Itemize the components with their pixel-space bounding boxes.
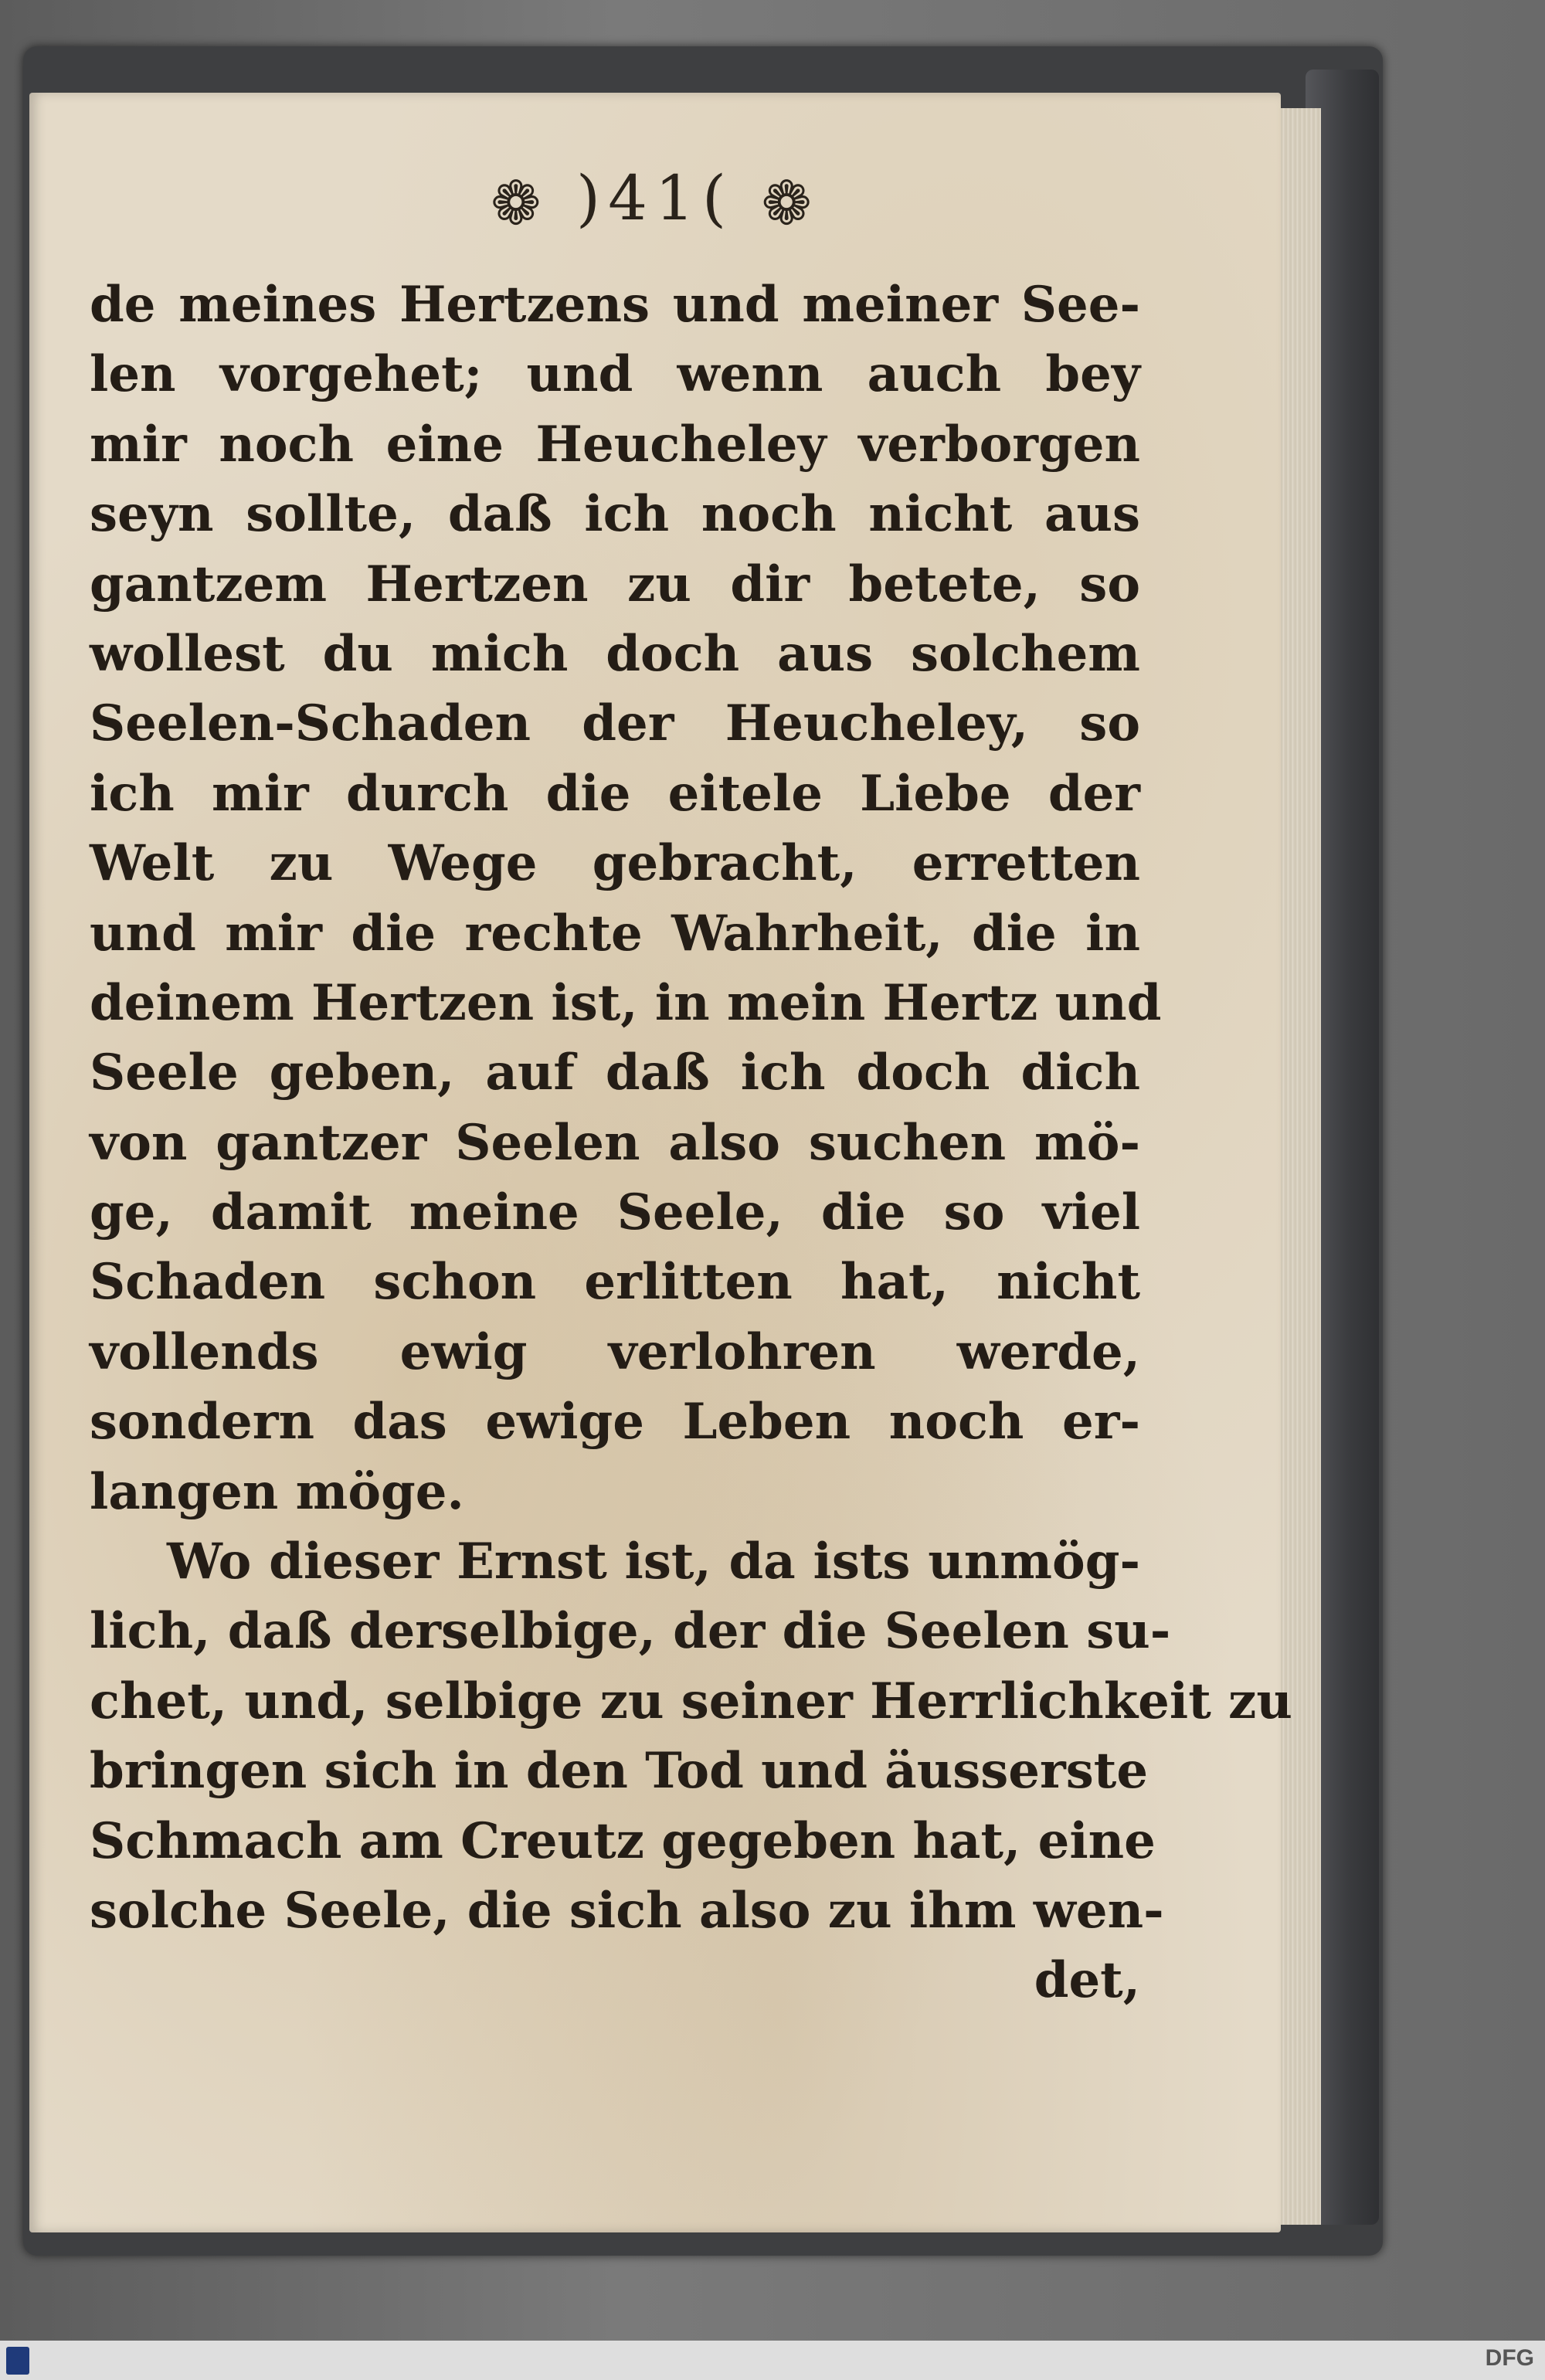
text-line: de meines Hertzens und meiner See- — [90, 276, 1140, 334]
flower-ornament-icon: ❁ — [761, 169, 820, 239]
text-line: vollends ewig verlohren werde, — [90, 1322, 1140, 1381]
text-line: lich, daß derselbige, der die Seelen su- — [90, 1602, 1171, 1661]
text-line: mir noch eine Heucheley verborgen — [90, 415, 1140, 474]
viewer-footer-bar — [0, 2341, 1545, 2380]
text-line: Schmach am Creutz gegeben hat, eine — [90, 1811, 1156, 1870]
library-logo-icon — [6, 2347, 29, 2375]
text-line: und mir die rechte Wahrheit, die in — [90, 904, 1140, 963]
text-line: sondern das ewige Leben noch er- — [90, 1393, 1140, 1451]
page-body-text — [90, 270, 1292, 2016]
text-line: Seele geben, auf daß ich doch dich — [90, 1044, 1140, 1102]
page-header — [29, 162, 1281, 239]
text-line: ge, damit meine Seele, die so viel — [90, 1183, 1140, 1242]
text-line: deinem Hertzen ist, in mein Hertz und — [90, 973, 1162, 1032]
text-line: solche Seele, die sich also zu ihm wen- — [90, 1881, 1164, 1940]
text-line: ich mir durch die eitele Liebe der — [90, 764, 1140, 823]
text-line: Schaden schon erlitten hat, nicht — [90, 1253, 1140, 1312]
dfg-logo: DFG — [1485, 2345, 1534, 2371]
text-line: bringen sich in den Tod und äusserste — [90, 1742, 1149, 1801]
book-page — [29, 93, 1292, 2232]
text-line: langen möge. — [90, 1462, 464, 1521]
text-line: len vorgehet; und wenn auch bey — [90, 345, 1140, 404]
text-line: wollest du mich doch aus solchem — [90, 624, 1140, 683]
text-line: Seelen-Schaden der Heucheley, so — [90, 694, 1140, 753]
catchword: det, — [1034, 1951, 1140, 2010]
text-line: gantzem Hertzen zu dir betete, so — [90, 555, 1140, 613]
text-line: chet, und, selbige zu seiner Herrlichkeit zu — [90, 1672, 1292, 1730]
text-line: von gantzer Seelen also suchen mö- — [90, 1113, 1140, 1172]
flower-ornament-icon: ❁ — [491, 169, 549, 239]
page-number: )41( — [576, 162, 735, 234]
text-line: seyn sollte, daß ich noch nicht aus — [90, 485, 1140, 544]
text-line: Wo dieser Ernst ist, da ists unmög- — [167, 1533, 1140, 1591]
text-line: Welt zu Wege gebracht, erretten — [90, 834, 1140, 893]
